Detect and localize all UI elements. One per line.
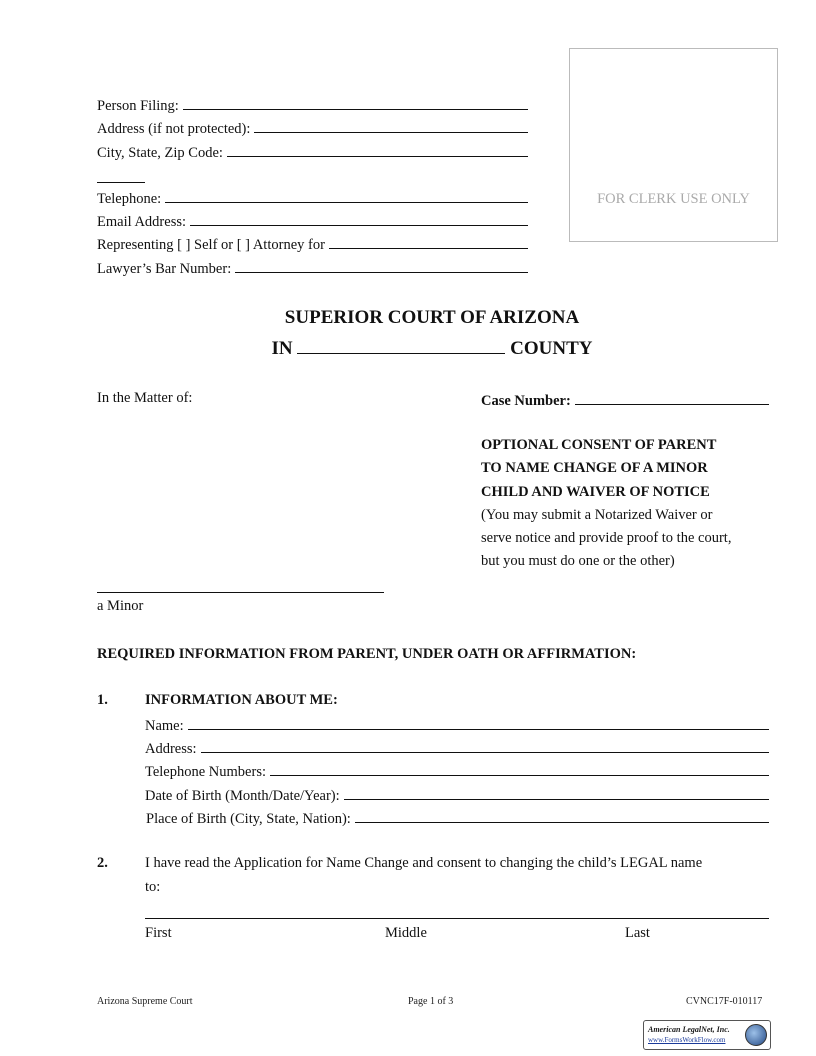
logo-url[interactable]: www.FormsWorkFlow.com bbox=[648, 1036, 726, 1044]
logo-company: American LegalNet, Inc. bbox=[648, 1025, 730, 1034]
email-field[interactable] bbox=[97, 211, 528, 231]
case-number-field[interactable] bbox=[481, 390, 769, 410]
county-prefix: IN bbox=[271, 338, 293, 359]
section2-text-line1: I have read the Application for Name Change and consent to changing the child’s LEGAL name bbox=[145, 855, 703, 871]
case-number-label: Case Number: bbox=[481, 393, 571, 409]
telephone-field[interactable] bbox=[97, 188, 528, 208]
my-address-label: Address: bbox=[145, 741, 197, 757]
bar-number-label: Lawyer’s Bar Number: bbox=[97, 261, 232, 277]
section2-number: 2. bbox=[97, 855, 108, 871]
minor-label: a Minor bbox=[97, 598, 144, 614]
globe-icon bbox=[745, 1024, 767, 1046]
last-name-caption: Last bbox=[625, 925, 650, 941]
my-name-label: Name: bbox=[145, 718, 184, 734]
my-pob-field[interactable] bbox=[146, 808, 769, 828]
doc-title-line1: OPTIONAL CONSENT OF PARENT bbox=[481, 437, 717, 453]
bar-number-field[interactable] bbox=[97, 258, 528, 278]
person-filing-field[interactable] bbox=[97, 95, 528, 115]
footer-left: Arizona Supreme Court bbox=[97, 996, 193, 1007]
clerk-use-box bbox=[569, 48, 778, 242]
my-dob-field[interactable] bbox=[145, 785, 769, 805]
section1-number: 1. bbox=[97, 692, 108, 708]
county-line bbox=[0, 337, 816, 360]
address-label: Address (if not protected): bbox=[97, 121, 251, 137]
my-dob-label: Date of Birth (Month/Date/Year): bbox=[145, 788, 340, 804]
county-blank[interactable] bbox=[297, 337, 505, 354]
my-address-field[interactable] bbox=[145, 738, 769, 758]
doc-title-line2: TO NAME CHANGE OF A MINOR bbox=[481, 460, 708, 476]
clerk-use-label: FOR CLERK USE ONLY bbox=[597, 191, 750, 207]
matter-label: In the Matter of: bbox=[97, 390, 193, 406]
zip-extension-line[interactable] bbox=[97, 168, 145, 183]
court-title: SUPERIOR COURT OF ARIZONA bbox=[284, 307, 580, 328]
telephone-label: Telephone: bbox=[97, 191, 162, 207]
minor-name-line[interactable] bbox=[97, 580, 384, 593]
representing-label: Representing [ ] Self or [ ] Attorney for bbox=[97, 237, 325, 253]
required-heading: REQUIRED INFORMATION FROM PARENT, UNDER OATH OR AFFIRMATION: bbox=[97, 646, 637, 662]
person-filing-label: Person Filing: bbox=[97, 98, 179, 114]
section2-text-line2: to: bbox=[145, 879, 161, 895]
footer-page: Page 1 of 3 bbox=[408, 996, 454, 1007]
section1-heading: INFORMATION ABOUT ME: bbox=[145, 692, 338, 708]
county-suffix: COUNTY bbox=[510, 338, 593, 359]
new-name-line[interactable] bbox=[145, 905, 769, 919]
first-name-caption: First bbox=[145, 925, 172, 941]
doc-title-line3: CHILD AND WAIVER OF NOTICE bbox=[481, 484, 710, 500]
my-phones-field[interactable] bbox=[145, 761, 769, 781]
address-field[interactable] bbox=[97, 118, 528, 138]
my-phones-label: Telephone Numbers: bbox=[145, 764, 266, 780]
representing-field[interactable] bbox=[97, 234, 528, 254]
legalnet-logo[interactable] bbox=[643, 1020, 771, 1050]
doc-note-line1: (You may submit a Notarized Waiver or bbox=[481, 507, 713, 523]
footer-form-code: CVNC17F-010117 bbox=[686, 996, 763, 1007]
middle-name-caption: Middle bbox=[385, 925, 427, 941]
doc-note-line2: serve notice and provide proof to the court, bbox=[481, 530, 732, 546]
city-state-zip-label: City, State, Zip Code: bbox=[97, 145, 223, 161]
city-state-zip-field[interactable] bbox=[97, 142, 528, 162]
email-label: Email Address: bbox=[97, 214, 187, 230]
my-pob-label: Place of Birth (City, State, Nation): bbox=[146, 811, 351, 827]
my-name-field[interactable] bbox=[145, 715, 769, 735]
doc-note-line3: but you must do one or the other) bbox=[481, 553, 675, 569]
